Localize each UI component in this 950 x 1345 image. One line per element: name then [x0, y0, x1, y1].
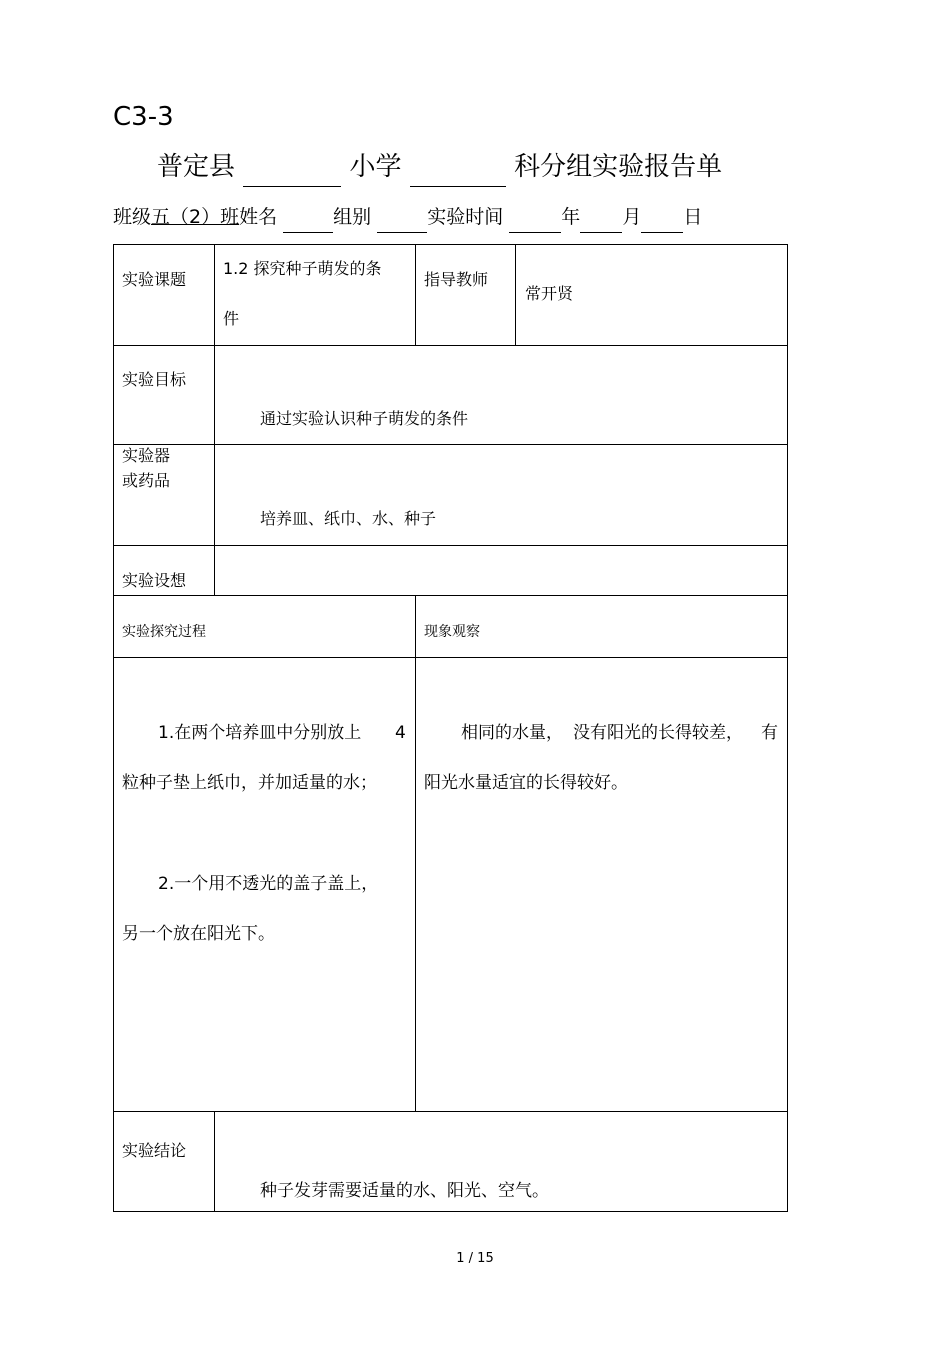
observation-part3: 有 [761, 723, 778, 743]
group-blank[interactable] [377, 202, 427, 233]
label-column-divider [214, 244, 215, 596]
table-border-right [787, 244, 788, 1212]
subject-name-blank[interactable] [410, 148, 506, 187]
equipment-label-line2: 或药品 [122, 471, 171, 490]
month-label: 月 [622, 206, 642, 228]
day-label: 日 [683, 206, 703, 228]
title-subject-suffix: 科分组实验报告单 [514, 152, 723, 182]
observation-line2: 阳光水量适宜的长得较好。 [424, 773, 628, 793]
goal-value: 通过实验认识种子萌发的条件 [260, 409, 469, 428]
label-column-divider [214, 1111, 215, 1211]
page-number: 1 / 15 [456, 1251, 494, 1266]
title-school-suffix: 小学 [349, 152, 402, 182]
column-divider [415, 244, 416, 345]
report-title [157, 148, 722, 187]
document-code: C3-3 [113, 102, 174, 132]
observation-part2: 没有阳光的长得较差， [573, 723, 743, 743]
topic-value-line1: 1.2 探究种子萌发的条 [223, 259, 382, 278]
time-label: 实验时间 [427, 206, 504, 228]
teacher-label: 指导教师 [424, 270, 489, 289]
month-blank[interactable] [580, 202, 622, 233]
hypothesis-label: 实验设想 [122, 571, 187, 590]
observation-part1: 相同的水量， [461, 723, 563, 743]
day-blank[interactable] [641, 202, 683, 233]
conclusion-value: 种子发芽需要适量的水、阳光、空气。 [260, 1181, 549, 1201]
teacher-value: 常开贤 [525, 284, 574, 303]
process-step2-line1: 2.一个用不透光的盖子盖上， [158, 874, 379, 894]
school-name-blank[interactable] [243, 148, 341, 187]
name-label: 姓名 [239, 206, 278, 228]
column-divider [415, 595, 416, 1111]
row-divider [113, 657, 788, 658]
group-label: 组别 [333, 206, 372, 228]
conclusion-label: 实验结论 [122, 1141, 187, 1160]
goal-label: 实验目标 [122, 370, 187, 389]
table-border-bottom [113, 1211, 788, 1212]
process-step1-number: 4 [395, 723, 406, 743]
topic-value-line2: 件 [223, 309, 240, 328]
process-step1-line2: 粒种子垫上纸巾，并加适量的水； [122, 773, 377, 793]
topic-label: 实验课题 [122, 270, 187, 289]
process-step2-line2: 另一个放在阳光下。 [122, 924, 275, 944]
equipment-label-line1: 实验器 [122, 446, 171, 465]
equipment-value: 培养皿、纸巾、水、种子 [260, 509, 437, 528]
table-border-left [113, 244, 114, 1212]
observation-header: 现象观察 [424, 624, 480, 640]
class-value: 五（2）班 [151, 206, 240, 228]
year-label: 年 [561, 206, 581, 228]
title-county: 普定县 [157, 152, 236, 182]
name-blank[interactable] [283, 202, 333, 233]
info-line [113, 202, 702, 233]
process-header: 实验探究过程 [122, 624, 206, 640]
column-divider [515, 244, 516, 345]
year-blank[interactable] [509, 202, 561, 233]
class-label: 班级 [113, 206, 152, 228]
process-step1-line1: 1.在两个培养皿中分别放上 [158, 723, 362, 743]
